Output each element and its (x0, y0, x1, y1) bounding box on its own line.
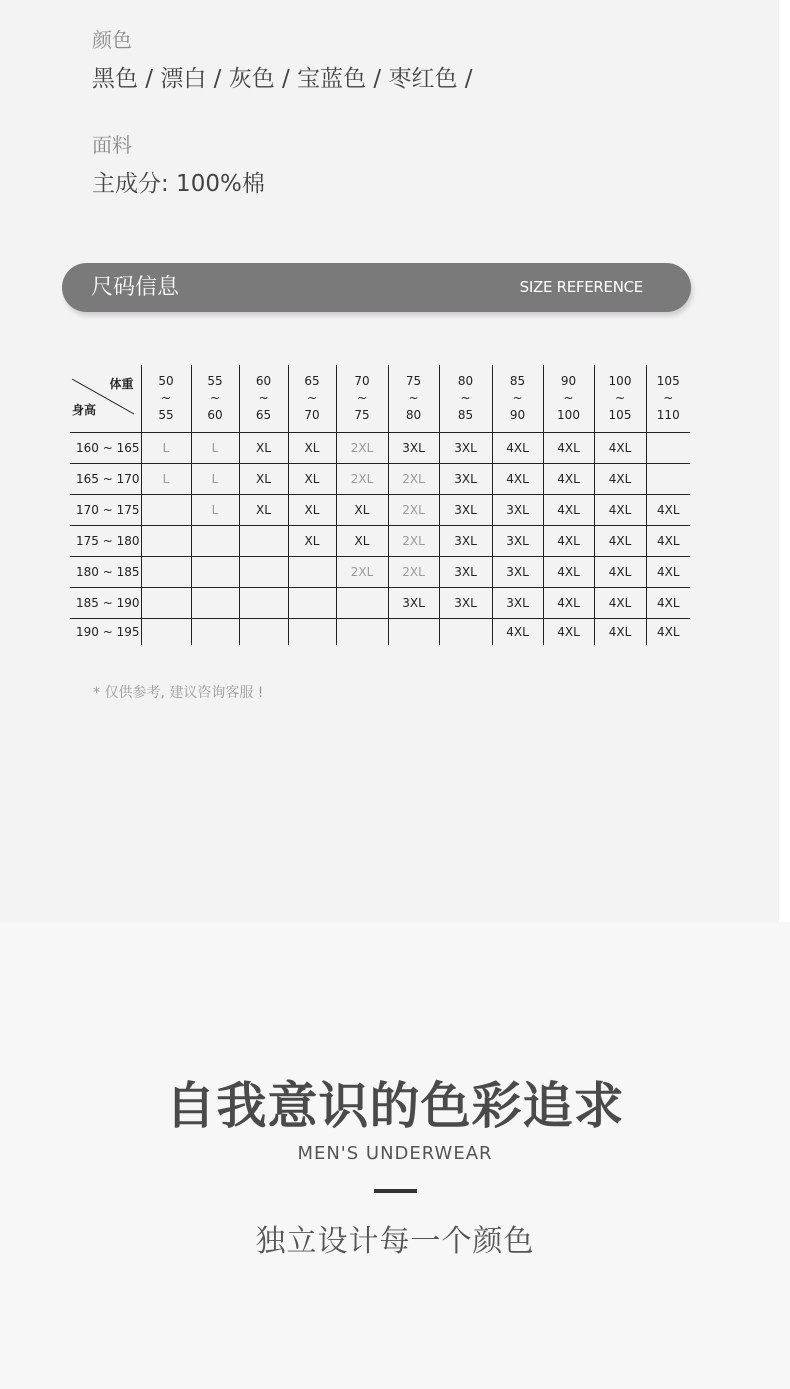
height-range-label: 160 ~ 165 (70, 433, 141, 464)
size-cell: 4XL (646, 495, 690, 526)
weight-range-top: 65 (304, 374, 320, 388)
size-cell: 4XL (543, 433, 594, 464)
size-cell (288, 588, 336, 619)
size-cell: 4XL (543, 619, 594, 646)
weight-range-header (336, 365, 388, 433)
weight-range-bottom: 65 (255, 408, 272, 422)
fabric-label: 面料 (92, 133, 132, 157)
weight-range-bottom: 75 (354, 408, 370, 422)
weight-range-bottom: 105 (608, 408, 632, 422)
size-cell (191, 619, 239, 646)
weight-range-bottom: 70 (304, 408, 320, 422)
size-cell: 4XL (594, 619, 646, 646)
size-cell: XL (288, 464, 336, 495)
weight-range-bottom: 100 (557, 408, 580, 422)
size-note: * 仅供参考, 建议咨询客服 ! (93, 685, 264, 701)
size-cell: 3XL (492, 557, 543, 588)
weight-range-sep: ~ (258, 391, 269, 405)
size-cell: 2XL (336, 433, 388, 464)
size-cell: 2XL (336, 557, 388, 588)
weight-range-sep: ~ (356, 391, 368, 405)
weight-range-sep: ~ (512, 391, 523, 405)
size-cell (336, 588, 388, 619)
weight-range-sep: ~ (306, 391, 318, 405)
banner-title: 尺码信息 (91, 275, 180, 300)
color-label: 颜色 (92, 28, 132, 52)
size-cell (239, 588, 288, 619)
size-cell: 4XL (594, 526, 646, 557)
weight-range-header (288, 365, 336, 433)
size-cell (141, 557, 191, 588)
size-cell (239, 557, 288, 588)
size-cell: 2XL (388, 526, 439, 557)
size-cell: 2XL (388, 464, 439, 495)
size-cell: 4XL (646, 526, 690, 557)
banner-subtitle: SIZE REFERENCE (519, 278, 643, 296)
fabric-value: 主成分: 100%棉 (92, 171, 265, 197)
height-range-label: 170 ~ 175 (70, 495, 141, 526)
table-row (70, 619, 690, 646)
weight-header-row (70, 365, 690, 433)
height-range-label: 180 ~ 185 (70, 557, 141, 588)
size-cell: 3XL (492, 588, 543, 619)
weight-range-top: 75 (405, 374, 422, 388)
height-axis-label: 身高 (72, 403, 97, 417)
size-cell: 3XL (439, 588, 492, 619)
size-cell: XL (288, 495, 336, 526)
weight-range-top: 55 (207, 374, 223, 388)
size-cell (141, 588, 191, 619)
size-cell (288, 557, 336, 588)
size-cell (646, 464, 690, 495)
weight-range-sep: ~ (460, 391, 471, 405)
height-range-label: 190 ~ 195 (76, 625, 140, 639)
weight-range-top: 100 (608, 374, 632, 388)
weight-range-header (594, 365, 646, 433)
size-cell (141, 495, 191, 526)
size-cell: XL (336, 526, 388, 557)
weight-range-sep: ~ (209, 391, 221, 405)
table-row (70, 495, 690, 526)
size-cell: 4XL (543, 557, 594, 588)
size-cell: XL (239, 464, 288, 495)
size-cell: 4XL (543, 495, 594, 526)
size-cell: 3XL (439, 464, 492, 495)
weight-range-top: 85 (509, 374, 526, 388)
color-value: 黑色 / 漂白 / 灰色 / 宝蓝色 / 枣红色 / (92, 66, 473, 92)
weight-range-sep: ~ (408, 391, 419, 405)
size-cell: L (141, 464, 191, 495)
weight-range-sep: ~ (663, 391, 674, 405)
weight-range-sep: ~ (614, 391, 626, 405)
height-range-label: 175 ~ 180 (70, 526, 141, 557)
size-cell: XL (288, 433, 336, 464)
divider-line (374, 1189, 417, 1193)
size-cell: 4XL (543, 588, 594, 619)
side-strip (779, 0, 790, 922)
size-cell: 4XL (543, 526, 594, 557)
size-cell (191, 526, 239, 557)
weight-range-top: 60 (255, 374, 272, 388)
weight-axis-label: 体重 (109, 377, 134, 391)
size-cell: XL (239, 433, 288, 464)
weight-range-top: 70 (354, 374, 370, 388)
size-cell: 3XL (439, 526, 492, 557)
size-cell: L (191, 464, 239, 495)
size-cell (239, 526, 288, 557)
size-cell: 4XL (594, 557, 646, 588)
size-cell: 4XL (646, 588, 690, 619)
weight-range-header (141, 365, 191, 433)
size-table-body (70, 433, 690, 646)
weight-range-bottom: 90 (509, 408, 526, 422)
promo-headline-en: MEN'S UNDERWEAR (297, 1143, 493, 1164)
size-cell (646, 433, 690, 464)
weight-range-bottom: 85 (457, 408, 474, 422)
size-cell: 2XL (336, 464, 388, 495)
weight-range-bottom: 80 (405, 408, 422, 422)
size-cell: 4XL (594, 433, 646, 464)
weight-range-sep: ~ (160, 391, 172, 405)
size-cell: 4XL (594, 464, 646, 495)
size-cell: 4XL (646, 557, 690, 588)
size-cell: 3XL (492, 495, 543, 526)
size-cell: 3XL (388, 433, 439, 464)
size-reference-banner (62, 263, 691, 312)
size-cell: 3XL (439, 433, 492, 464)
size-cell: 2XL (388, 495, 439, 526)
size-cell: 4XL (492, 464, 543, 495)
weight-range-bottom: 55 (158, 408, 174, 422)
size-cell (388, 619, 439, 646)
size-cell (288, 619, 336, 646)
size-cell: 3XL (439, 495, 492, 526)
height-range-label: 165 ~ 170 (70, 464, 141, 495)
weight-range-top: 50 (158, 374, 174, 388)
promo-subline: 独立设计每一个颜色 (255, 1224, 535, 1259)
weight-range-bottom: 60 (207, 408, 223, 422)
size-cell (336, 619, 388, 646)
weight-range-header (543, 365, 594, 433)
weight-range-header (439, 365, 492, 433)
table-row (70, 433, 690, 464)
weight-range-top: 105 (656, 374, 680, 388)
weight-range-header (191, 365, 239, 433)
size-cell: XL (336, 495, 388, 526)
size-cell (439, 619, 492, 646)
size-cell: 4XL (594, 588, 646, 619)
size-chart-table (70, 365, 690, 645)
weight-range-header (388, 365, 439, 433)
table-row (70, 588, 690, 619)
weight-range-sep: ~ (563, 391, 574, 405)
size-cell: 2XL (388, 557, 439, 588)
size-cell: 4XL (492, 619, 543, 646)
weight-range-top: 80 (457, 374, 474, 388)
height-range-label: 185 ~ 190 (70, 588, 141, 619)
size-cell: 4XL (646, 619, 690, 646)
size-cell (191, 588, 239, 619)
size-cell: 4XL (543, 464, 594, 495)
promo-headline: 自我意识的色彩追求 (165, 1077, 625, 1135)
weight-range-header (239, 365, 288, 433)
weight-range-header (646, 365, 690, 433)
table-row (70, 557, 690, 588)
size-cell: 3XL (388, 588, 439, 619)
size-cell (141, 526, 191, 557)
table-row (70, 464, 690, 495)
size-cell: 4XL (594, 495, 646, 526)
table-row (70, 526, 690, 557)
weight-range-header (492, 365, 543, 433)
size-cell: 4XL (492, 433, 543, 464)
size-cell: XL (239, 495, 288, 526)
size-cell (141, 619, 191, 646)
weight-range-bottom: 110 (656, 408, 680, 422)
size-cell: L (191, 433, 239, 464)
size-cell: 3XL (439, 557, 492, 588)
size-cell (239, 619, 288, 646)
size-cell: L (191, 495, 239, 526)
weight-range-top: 90 (560, 374, 577, 388)
size-cell: 3XL (492, 526, 543, 557)
size-cell (191, 557, 239, 588)
size-cell: XL (288, 526, 336, 557)
size-cell: L (141, 433, 191, 464)
table-corner-cell (70, 365, 141, 433)
